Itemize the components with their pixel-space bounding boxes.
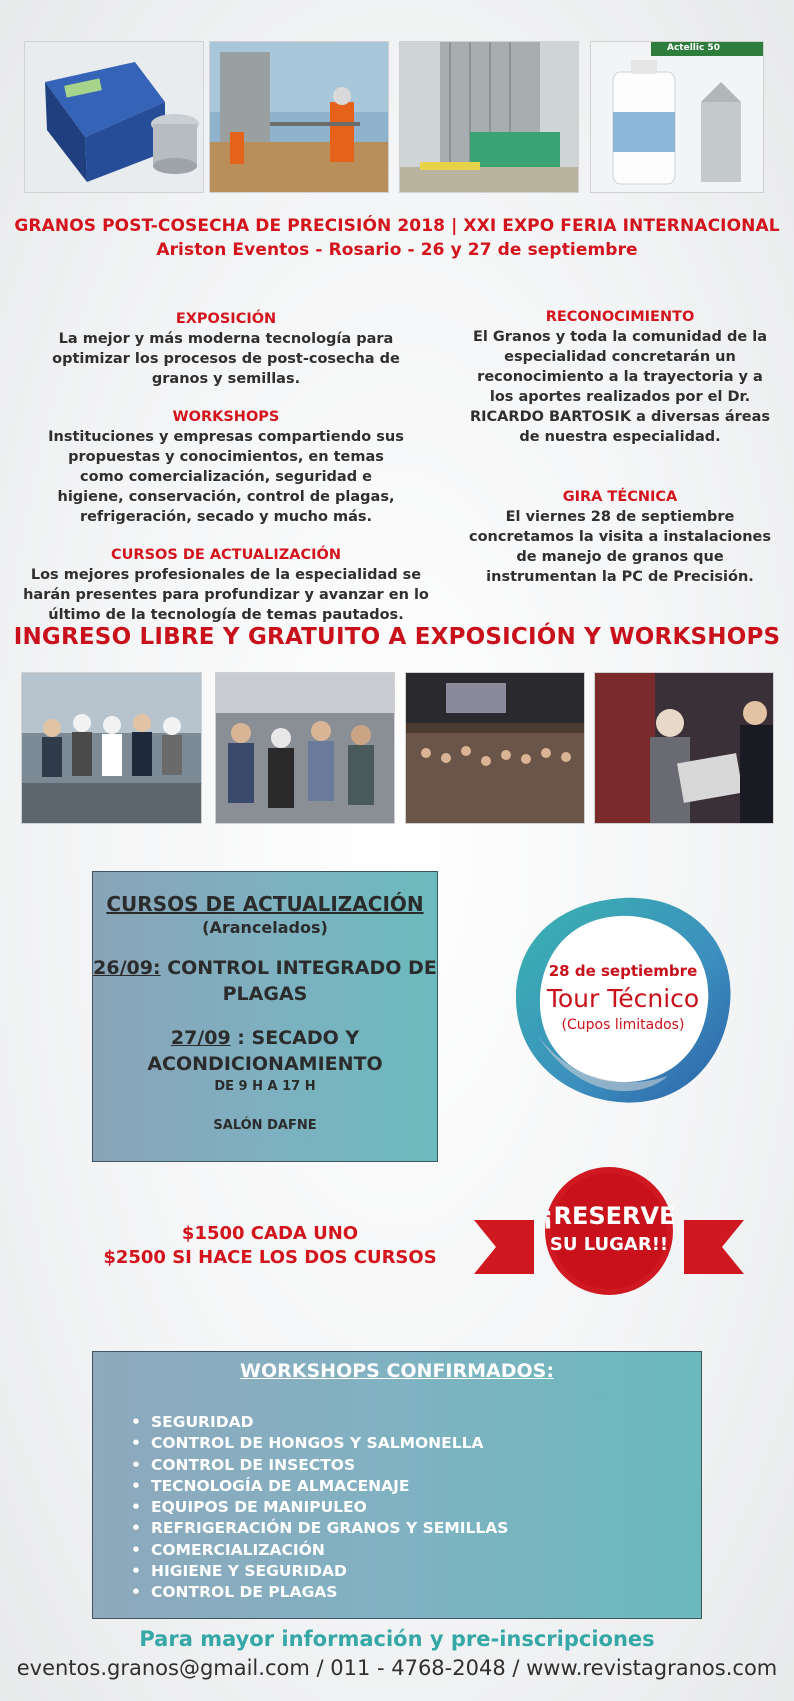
section-heading: GIRA TÉCNICA: [562, 489, 678, 505]
section-cursos: [18, 545, 434, 625]
cursos-subtitle: (Arancelados): [202, 918, 328, 937]
list-item: • SEGURIDAD: [131, 1412, 701, 1433]
tour-title: Tour Técnico: [546, 984, 700, 1013]
reserve-badge-shape: [474, 1164, 744, 1298]
section-gira: [464, 487, 776, 587]
section-reconocimiento: [464, 307, 776, 447]
event-title: GRANOS POST-COSECHA DE PRECISIÓN 2018 | XXI EXPO FERIA INTERNACIONAL: [14, 216, 780, 236]
section-workshops: [18, 407, 434, 527]
event-subtitle: Ariston Eventos - Rosario - 26 y 27 de septiembre: [156, 240, 638, 260]
workshops-box: [92, 1351, 702, 1619]
list-item: • EQUIPOS DE MANIPULEO: [131, 1497, 701, 1518]
tour-date: 28 de septiembre: [548, 962, 698, 980]
workshops-list: [93, 1412, 701, 1604]
left-column: [18, 309, 434, 643]
course-1-name: CONTROL INTEGRADO DE PLAGAS: [160, 957, 437, 1005]
product-label: Actellic 50: [667, 43, 720, 53]
section-heading: RECONOCIMIENTO: [545, 309, 695, 325]
photo-crowd: [215, 672, 395, 824]
free-entry-banner: INGRESO LIBRE Y GRATUITO A EXPOSICIÓN Y WORKSHOPS: [13, 624, 781, 650]
reserve-line1: ¡RESERVE: [542, 1202, 676, 1230]
photo-group: [21, 672, 202, 824]
price-both: $2500 SI HACE LOS DOS CURSOS: [103, 1247, 437, 1268]
cursos-box: [92, 871, 438, 1162]
list-item: • HIGIENE Y SEGURIDAD: [131, 1561, 701, 1582]
course-schedule: DE 9 H A 17 H: [214, 1079, 316, 1094]
photo-grain-analyzer: [24, 41, 204, 193]
section-body: La mejor y más moderna tecnología para optimizar los procesos de post-cosecha de granos y semillas.: [52, 331, 400, 387]
course-room: SALÓN DAFNE: [213, 1118, 317, 1133]
cursos-title: CURSOS DE ACTUALIZACIÓN: [106, 892, 424, 916]
course-2-name: : SECADO Y ACONDICIONAMIENTO: [147, 1027, 383, 1075]
section-exposicion: [18, 309, 434, 389]
section-body: Instituciones y empresas compartiendo sus propuestas y conocimientos, en temas como comercialización, seguridad e higiene, conservación, control de plagas, refrigeración, secado y mucho más.: [48, 429, 404, 525]
list-item: • CONTROL DE INSECTOS: [131, 1455, 701, 1476]
section-heading: WORKSHOPS: [172, 409, 280, 425]
reserve-line2: SU LUGAR!!: [549, 1234, 669, 1255]
section-body: El viernes 28 de septiembre concretamos la visita a instalaciones de manejo de granos que instrumentan la PC de Precisión.: [468, 509, 772, 585]
section-body: Los mejores profesionales de la especialidad se harán presentes para profundizar y avanzar en lo último de la tecnología de temas pautados.: [23, 567, 429, 623]
course-2-date: 27/09: [170, 1027, 231, 1049]
reserve-button[interactable]: [474, 1164, 744, 1298]
list-item: • TECNOLOGÍA DE ALMACENAJE: [131, 1476, 701, 1497]
section-heading: EXPOSICIÓN: [175, 311, 277, 327]
course-1: [93, 955, 437, 1007]
photo-auditorium: [405, 672, 585, 824]
section-heading: CURSOS DE ACTUALIZACIÓN: [110, 547, 341, 563]
photo-workers-silo: [209, 41, 389, 193]
workshops-title: WORKSHOPS CONFIRMADOS:: [240, 1360, 554, 1382]
photo-actellic-product: [590, 41, 764, 193]
right-column: [464, 307, 776, 605]
list-item: • REFRIGERACIÓN DE GRANOS Y SEMILLAS: [131, 1518, 701, 1539]
list-item: • COMERCIALIZACIÓN: [131, 1540, 701, 1561]
info-heading: Para mayor información y pre-inscripciones: [139, 1627, 655, 1651]
course-2: [93, 1025, 437, 1077]
price-single: $1500 CADA UNO: [181, 1223, 359, 1244]
section-body: El Granos y toda la comunidad de la especialidad concretarán un reconocimiento a la trayectoria y a los aportes realizados por el Dr. RICARDO BARTOSIK a diversas áreas de nuestra especialidad.: [469, 329, 771, 445]
list-item: • CONTROL DE PLAGAS: [131, 1582, 701, 1603]
photo-award: [594, 672, 774, 824]
list-item: • CONTROL DE HONGOS Y SALMONELLA: [131, 1433, 701, 1454]
photo-silo-dryer: [399, 41, 579, 193]
contact-line[interactable]: eventos.granos@gmail.com / 011 - 4768-2048 / www.revistagranos.com: [16, 1656, 778, 1680]
course-1-date: 26/09:: [93, 957, 161, 979]
tour-badge: [498, 876, 748, 1126]
tour-note: (Cupos limitados): [561, 1017, 685, 1033]
